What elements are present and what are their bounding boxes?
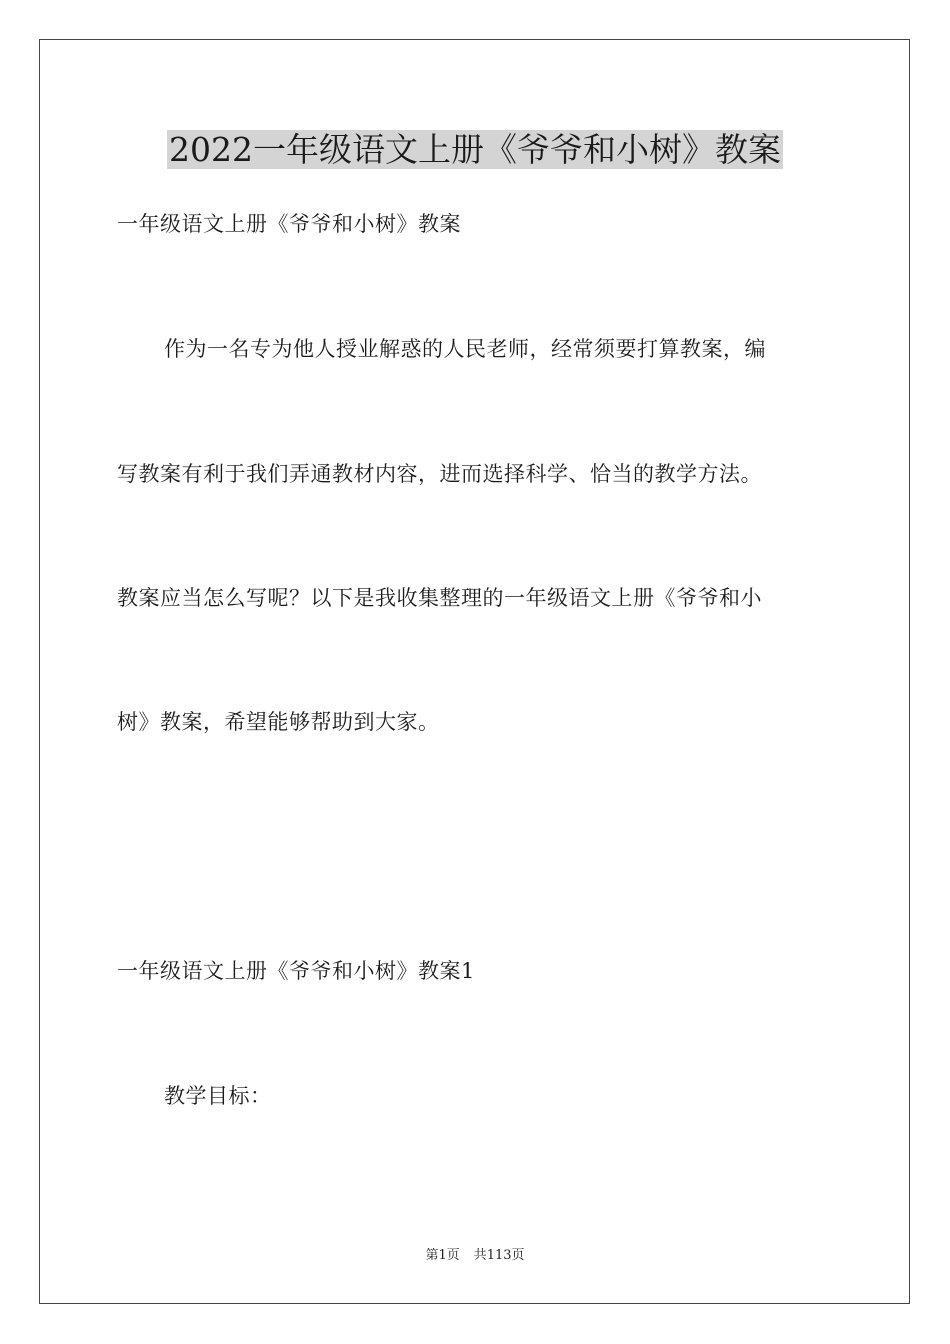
section-heading: 一年级语文上册《爷爷和小树》教案1 bbox=[117, 959, 475, 983]
paragraph-line: 写教案有利于我们弄通教材内容，进而选择科学、恰当的教学方法。 bbox=[117, 462, 762, 486]
page-footer bbox=[0, 1247, 950, 1265]
document-title bbox=[0, 126, 950, 174]
page-number: 第1页 bbox=[425, 1248, 460, 1263]
document-title-text: 2022一年级语文上册《爷爷和小树》教案 bbox=[169, 130, 781, 169]
paragraph-line: 作为一名专为他人授业解惑的人民老师，经常须要打算教案，编 bbox=[164, 337, 766, 361]
document-subtitle: 一年级语文上册《爷爷和小树》教案 bbox=[117, 212, 461, 236]
subheading: 教学目标： bbox=[164, 1084, 272, 1108]
paragraph-line: 教案应当怎么写呢？以下是我收集整理的一年级语文上册《爷爷和小 bbox=[117, 586, 762, 610]
page-total: 共113页 bbox=[473, 1248, 525, 1263]
paragraph-line: 树》教案，希望能够帮助到大家。 bbox=[117, 710, 440, 734]
